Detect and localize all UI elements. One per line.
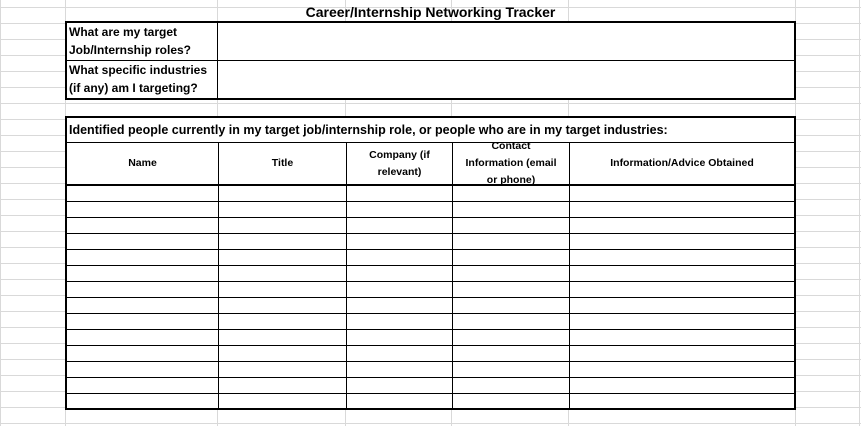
- table-cell-contact-info[interactable]: [453, 218, 570, 233]
- table-cell-contact-info[interactable]: [453, 202, 570, 217]
- table-cell-company[interactable]: [347, 298, 453, 313]
- question-row-roles: [67, 23, 794, 61]
- table-cell-contact-info[interactable]: [453, 394, 570, 410]
- table-row: [67, 202, 794, 218]
- table-row: [67, 186, 794, 202]
- table-cell-name[interactable]: [67, 394, 219, 410]
- table-cell-advice[interactable]: [570, 298, 794, 313]
- table-cell-name[interactable]: [67, 250, 219, 265]
- table-cell-title[interactable]: [219, 362, 347, 377]
- table-cell-contact-info[interactable]: [453, 186, 570, 201]
- table-cell-name[interactable]: [67, 362, 219, 377]
- table-row: [67, 330, 794, 346]
- table-cell-advice[interactable]: [570, 378, 794, 393]
- table-cell-company[interactable]: [347, 330, 453, 345]
- table-cell-advice[interactable]: [570, 250, 794, 265]
- table-cell-contact-info[interactable]: [453, 314, 570, 329]
- table-row: [67, 234, 794, 250]
- grid-column-line: [859, 0, 860, 426]
- table-cell-name[interactable]: [67, 282, 219, 297]
- table-cell-advice[interactable]: [570, 202, 794, 217]
- table-cell-title[interactable]: [219, 266, 347, 281]
- answer-cell-industries[interactable]: [218, 61, 794, 98]
- table-cell-advice[interactable]: [570, 314, 794, 329]
- table-cell-name[interactable]: [67, 330, 219, 345]
- table-row: [67, 362, 794, 378]
- table-cell-title[interactable]: [219, 250, 347, 265]
- table-cell-name[interactable]: [67, 314, 219, 329]
- table-cell-title[interactable]: [219, 298, 347, 313]
- question-label-industries: What specific industries (if any) am I targeting?: [67, 61, 218, 98]
- table-cell-title[interactable]: [219, 346, 347, 361]
- column-header-company: Company (if relevant): [347, 143, 453, 184]
- contacts-table-body: [67, 186, 794, 410]
- column-header-advice: Information/Advice Obtained: [610, 157, 754, 169]
- table-cell-title[interactable]: [219, 314, 347, 329]
- table-row: [67, 266, 794, 282]
- table-cell-name[interactable]: [67, 346, 219, 361]
- table-cell-contact-info[interactable]: [453, 234, 570, 249]
- table-cell-name[interactable]: [67, 378, 219, 393]
- page-title: Career/Internship Networking Tracker: [305, 4, 556, 20]
- table-cell-title[interactable]: [219, 186, 347, 201]
- table-row: [67, 282, 794, 298]
- table-row: [67, 250, 794, 266]
- table-row: [67, 346, 794, 362]
- table-cell-name[interactable]: [67, 298, 219, 313]
- table-cell-company[interactable]: [347, 266, 453, 281]
- column-header-contact-info: Contact Information (email or phone): [453, 143, 570, 184]
- table-cell-title[interactable]: [219, 378, 347, 393]
- column-header-title: Title: [219, 143, 347, 184]
- table-cell-advice[interactable]: [570, 266, 794, 281]
- table-cell-advice[interactable]: [570, 282, 794, 297]
- contacts-table: [65, 116, 796, 410]
- table-cell-advice[interactable]: [570, 330, 794, 345]
- table-cell-advice[interactable]: [570, 234, 794, 249]
- table-row: [67, 378, 794, 394]
- table-cell-company[interactable]: [347, 202, 453, 217]
- table-cell-company[interactable]: [347, 282, 453, 297]
- table-cell-advice[interactable]: [570, 186, 794, 201]
- table-cell-title[interactable]: [219, 330, 347, 345]
- table-row: [67, 298, 794, 314]
- column-header-name: Name: [67, 143, 219, 184]
- table-cell-contact-info[interactable]: [453, 282, 570, 297]
- table-cell-company[interactable]: [347, 378, 453, 393]
- table-cell-title[interactable]: [219, 394, 347, 410]
- table-cell-company[interactable]: [347, 346, 453, 361]
- table-cell-name[interactable]: [67, 186, 219, 201]
- table-cell-name[interactable]: [67, 218, 219, 233]
- table-cell-advice[interactable]: [570, 218, 794, 233]
- table-cell-name[interactable]: [67, 234, 219, 249]
- table-cell-company[interactable]: [347, 314, 453, 329]
- table-cell-name[interactable]: [67, 202, 219, 217]
- answer-cell-roles[interactable]: [218, 23, 794, 60]
- table-cell-contact-info[interactable]: [453, 362, 570, 377]
- table-cell-title[interactable]: [219, 202, 347, 217]
- table-cell-title[interactable]: [219, 282, 347, 297]
- table-cell-contact-info[interactable]: [453, 330, 570, 345]
- table-cell-title[interactable]: [219, 234, 347, 249]
- table-cell-name[interactable]: [67, 266, 219, 281]
- column-header-row: [67, 140, 794, 186]
- question-row-industries: [67, 61, 794, 98]
- table-cell-company[interactable]: [347, 362, 453, 377]
- table-cell-company[interactable]: [347, 250, 453, 265]
- table-cell-company[interactable]: [347, 234, 453, 249]
- table-cell-advice[interactable]: [570, 346, 794, 361]
- table-cell-contact-info[interactable]: [453, 378, 570, 393]
- table-cell-contact-info[interactable]: [453, 346, 570, 361]
- table-cell-company[interactable]: [347, 186, 453, 201]
- table-cell-advice[interactable]: [570, 362, 794, 377]
- table-cell-company[interactable]: [347, 218, 453, 233]
- target-questions-box: [65, 21, 796, 100]
- table-row: [67, 314, 794, 330]
- table-cell-advice[interactable]: [570, 394, 794, 410]
- question-label-roles: What are my target Job/Internship roles?: [67, 23, 218, 60]
- table-cell-contact-info[interactable]: [453, 298, 570, 313]
- table-row: [67, 218, 794, 234]
- table-cell-company[interactable]: [347, 394, 453, 410]
- table-cell-title[interactable]: [219, 218, 347, 233]
- table-row: [67, 394, 794, 410]
- contacts-table-heading: Identified people currently in my target job/internship role, or people who are in my target industries:: [67, 118, 794, 143]
- table-cell-contact-info[interactable]: [453, 266, 570, 281]
- table-cell-contact-info[interactable]: [453, 250, 570, 265]
